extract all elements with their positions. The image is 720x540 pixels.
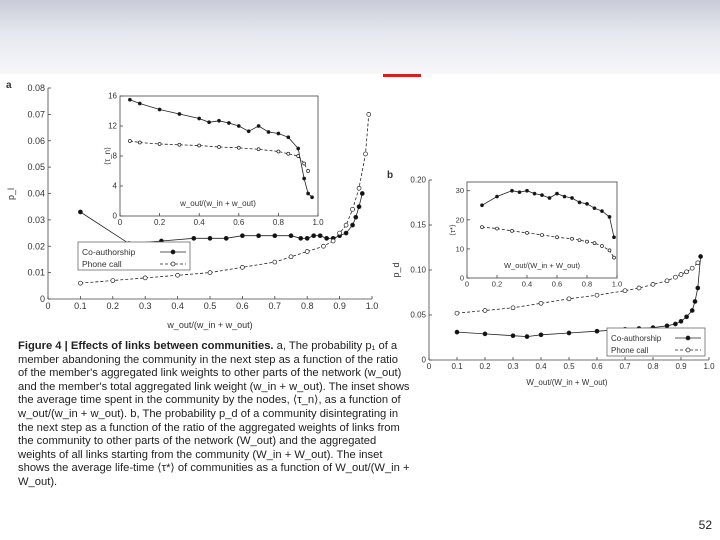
a-inset-data-point — [287, 136, 290, 139]
b-inset-data-point — [481, 226, 484, 229]
b-data-point — [679, 273, 683, 277]
a-y-tick-label: 0.06 — [27, 135, 45, 146]
a-inset-data-point — [257, 148, 260, 151]
b-inset-x-tick-label: 0 — [464, 279, 470, 289]
b-data-point — [665, 279, 669, 283]
b-inset-y-tick-label: 30 — [455, 186, 464, 196]
b-data-point — [455, 311, 459, 315]
b-inset-data-point — [608, 215, 611, 218]
a-inset-data-point — [237, 146, 240, 149]
a-data-point — [344, 231, 348, 235]
a-data-point — [78, 210, 82, 214]
a-inset-x-tick-label: 0.6 — [233, 218, 245, 227]
a-inset-data-point — [128, 98, 131, 101]
a-data-point — [224, 236, 228, 240]
a-data-point — [325, 236, 329, 240]
a-data-point — [240, 265, 244, 269]
a-inset-x-tick-label: 1.0 — [312, 218, 324, 227]
a-legend-label: Phone call — [82, 259, 122, 269]
b-data-point — [690, 309, 694, 313]
a-inset-data-point — [311, 196, 314, 199]
a-inset-x-tick-label: 0 — [117, 218, 123, 227]
a-data-point — [143, 276, 147, 280]
title-banner — [0, 0, 720, 74]
a-data-point — [78, 281, 82, 285]
a-data-point — [354, 215, 358, 219]
a-inset-data-point — [277, 132, 280, 135]
b-data-point — [651, 282, 655, 286]
b-legend-marker — [686, 348, 690, 352]
a-x-tick-label: 0.7 — [268, 301, 282, 311]
page-number: 52 — [698, 518, 712, 532]
b-x-tick-label: 0.9 — [675, 362, 687, 371]
b-x-tick-label: 0.8 — [647, 362, 659, 371]
b-inset-data-point — [556, 192, 559, 195]
b-inset-data-point — [526, 189, 529, 192]
a-x-tick-label: 0.9 — [333, 301, 346, 311]
b-data-point — [699, 255, 703, 259]
b-inset-data-point — [481, 204, 484, 207]
a-data-point — [208, 236, 212, 240]
b-y-tick-label: 0.20 — [410, 175, 426, 185]
a-y-tick-label: 0.04 — [27, 188, 45, 199]
a-y-tick-label: 0.07 — [27, 109, 45, 120]
a-data-point — [338, 231, 342, 235]
b-y-tick-label: 0.05 — [410, 310, 426, 320]
a-inset-data-point — [198, 117, 201, 120]
b-data-point — [539, 333, 543, 337]
a-data-point — [176, 273, 180, 277]
b-legend-label: Co-authorship — [611, 334, 662, 343]
b-x-tick-label: 0 — [426, 362, 432, 371]
b-inset-y-tick-label: 10 — [455, 244, 464, 254]
a-inset-data-point — [297, 155, 300, 158]
b-inset-x-tick-label: 1.0 — [611, 279, 623, 289]
a-data-point — [273, 234, 277, 238]
a-x-tick-label: 0 — [45, 301, 51, 311]
b-x-tick-label: 0.4 — [535, 362, 547, 371]
b-inset-data-point — [496, 195, 499, 198]
a-x-tick-label: 0.4 — [171, 301, 184, 311]
b-inset-data-point — [578, 239, 581, 242]
b-inset-data-point — [526, 231, 529, 234]
a-data-point — [208, 271, 212, 275]
b-data-point — [665, 324, 669, 328]
b-x-tick-label: 1.0 — [703, 362, 715, 371]
chart-panel-a — [0, 78, 392, 340]
b-data-point — [673, 275, 677, 279]
b-data-point — [511, 306, 515, 310]
a-inset-data-point — [307, 170, 310, 173]
b-inset-data-point — [541, 233, 544, 236]
a-data-point — [367, 112, 371, 116]
a-y-tick-label: 0.02 — [27, 241, 45, 252]
b-inset-data-point — [613, 236, 616, 239]
a-data-point — [351, 223, 355, 227]
a-inset-data-point — [178, 143, 181, 146]
a-legend-marker — [171, 250, 175, 254]
accent-bar — [383, 74, 421, 77]
b-inset-y-axis-title: ⟨τ*⟩ — [448, 224, 457, 236]
b-inset-x-tick-label: 0.6 — [551, 279, 563, 289]
b-x-tick-label: 0.1 — [451, 362, 463, 371]
a-inset-data-point — [297, 147, 300, 150]
a-inset-x-tick-label: 0.4 — [193, 218, 205, 227]
b-data-point — [693, 300, 697, 304]
b-data-point — [696, 286, 700, 290]
a-inset-data-point — [237, 125, 240, 128]
b-inset-data-point — [593, 242, 596, 245]
a-inset-y-axis-title: ⟨τ_n⟩ — [103, 146, 112, 166]
a-data-point — [273, 260, 277, 264]
b-data-point — [685, 270, 689, 274]
a-data-point — [318, 234, 322, 238]
b-inset-data-point — [608, 249, 611, 252]
a-data-point — [289, 234, 293, 238]
b-inset-x-tick-label: 0.2 — [491, 279, 503, 289]
b-inset-data-point — [533, 192, 536, 195]
panel-label-b: b — [387, 170, 394, 181]
a-inset-data-point — [208, 121, 211, 124]
a-inset-data-point — [138, 102, 141, 105]
a-data-point — [364, 152, 368, 156]
a-inset-data-point — [287, 152, 290, 155]
b-inset-data-point — [496, 227, 499, 230]
a-inset-x-tick-label: 0.2 — [154, 218, 166, 227]
figure-caption — [18, 340, 410, 490]
a-data-point — [351, 207, 355, 211]
a-y-axis-title: p_l — [6, 187, 16, 201]
b-data-point — [685, 315, 689, 319]
b-inset-data-point — [511, 229, 514, 232]
a-y-tick-label: 0.05 — [27, 162, 45, 173]
figure-label: Figure 4 | Effects of links between communities. — [18, 340, 274, 352]
a-data-point — [321, 244, 325, 248]
b-y-axis-title: p_d — [391, 262, 401, 278]
b-data-point — [637, 286, 641, 290]
b-inset-data-point — [601, 210, 604, 213]
b-data-point — [511, 334, 515, 338]
b-inset-data-point — [511, 189, 514, 192]
b-data-point — [595, 293, 599, 297]
a-data-point — [357, 205, 361, 209]
b-inset-data-point — [541, 194, 544, 197]
b-legend-label: Phone call — [611, 346, 649, 355]
b-y-tick-label: 0.15 — [410, 220, 426, 230]
b-inset-x-tick-label: 0.8 — [581, 279, 593, 289]
b-data-point — [455, 330, 459, 334]
chart-panel-b — [385, 170, 717, 388]
a-inset-data-point — [303, 162, 306, 165]
b-inset-data-point — [571, 197, 574, 200]
b-inset-data-point — [518, 191, 521, 194]
a-inset-data-point — [257, 125, 260, 128]
b-data-point — [525, 335, 529, 339]
b-inset-data-point — [571, 237, 574, 240]
a-data-point — [289, 255, 293, 259]
a-y-tick-label: 0 — [39, 294, 45, 304]
b-y-tick-label: 0 — [421, 355, 426, 365]
a-inset-y-tick-label: 16 — [108, 91, 117, 101]
b-data-point — [595, 329, 599, 333]
b-x-tick-label: 0.6 — [591, 362, 603, 371]
a-inset-data-point — [277, 150, 280, 153]
a-x-tick-label: 0.2 — [106, 301, 120, 311]
a-inset-x-tick-label: 0.8 — [272, 218, 284, 227]
b-data-point — [539, 301, 543, 305]
a-x-axis-title: w_out/(w_in + w_out) — [167, 320, 253, 330]
a-inset-data-point — [218, 146, 221, 149]
b-inset-data-point — [586, 240, 589, 243]
a-y-tick-label: 0.03 — [27, 214, 45, 225]
b-inset-data-point — [548, 197, 551, 200]
a-data-point — [344, 223, 348, 227]
b-inset-x-tick-label: 0.4 — [521, 279, 533, 289]
a-y-tick-label: 0.08 — [27, 83, 45, 93]
b-data-point — [567, 297, 571, 301]
b-x-tick-label: 0.2 — [479, 362, 491, 371]
b-data-point — [483, 332, 487, 336]
a-data-point — [357, 186, 361, 190]
a-data-point — [331, 239, 335, 243]
b-data-point — [673, 322, 677, 326]
b-legend-marker — [686, 336, 690, 340]
a-inset-data-point — [128, 140, 131, 143]
b-inset-data-point — [556, 236, 559, 239]
b-inset-data-point — [563, 195, 566, 198]
b-inset-y-tick-label: 0 — [459, 273, 464, 283]
a-data-point — [305, 250, 309, 254]
b-inset-data-point — [601, 245, 604, 248]
b-inset-data-point — [586, 202, 589, 205]
a-inset-y-tick-label: 4 — [112, 181, 117, 191]
a-y-tick-label: 0.01 — [27, 267, 45, 278]
a-data-point — [312, 234, 316, 238]
a-inset-data-point — [247, 130, 250, 133]
b-x-tick-label: 0.7 — [619, 362, 631, 371]
b-data-point — [679, 319, 683, 323]
a-data-point — [360, 192, 364, 196]
a-data-point — [305, 236, 309, 240]
a-inset-data-point — [198, 144, 201, 147]
caption-text-a: a, The probability p₁ of a member abandoning the community in the next step as a function of the ratio of the member's aggregated link weights to other parts of the network (w_out) and the member's total aggregated link weight (w_in + w_out). The inset shows the average time spent in the community by the nodes, ⟨τ_n⟩, as a function of w_out/(w_in + w_out). — [18, 340, 410, 420]
b-data-point — [690, 266, 694, 270]
b-inset-x-axis-title: W_out/(W_in + W_out) — [503, 261, 581, 270]
a-legend-marker — [171, 262, 175, 266]
caption-text-b: b, The probability p_d of a community disintegrating in the next step as a function of the ratio of the aggregated weights of links from the community to other parts of the network (W_out) and the aggregated weights of all links starting from the community (W_in + W_out). The inset shows the average life-time ⟨τ*⟩ of communities as a function of W_out/(W_in + W_out). — [18, 407, 410, 488]
b-x-axis-title: W_out/(W_in + W_out) — [526, 378, 608, 387]
a-inset-data-point — [158, 108, 161, 111]
a-data-point — [240, 234, 244, 238]
b-data-point — [696, 261, 700, 265]
b-inset-data-point — [593, 207, 596, 210]
b-inset-data-point — [613, 256, 616, 259]
a-x-tick-label: 0.5 — [203, 301, 217, 311]
a-x-tick-label: 1.0 — [365, 301, 379, 311]
a-data-point — [257, 234, 261, 238]
a-inset-y-tick-label: 8 — [112, 151, 117, 161]
a-x-tick-label: 0.6 — [236, 301, 249, 311]
b-data-point — [567, 331, 571, 335]
a-inset-inset-frame — [120, 96, 318, 216]
b-x-tick-label: 0.5 — [563, 362, 575, 371]
b-data-point — [623, 289, 627, 293]
a-inset-y-tick-label: 12 — [108, 121, 117, 131]
a-data-point — [299, 236, 303, 240]
a-inset-data-point — [227, 122, 230, 125]
a-inset-data-point — [178, 113, 181, 116]
a-inset-data-point — [303, 177, 306, 180]
a-data-point — [111, 279, 115, 283]
panel-label-a: a — [6, 80, 12, 91]
a-inset-y-tick-label: 0 — [112, 211, 117, 221]
a-inset-data-point — [158, 143, 161, 146]
b-inset-y-tick-label: 20 — [455, 215, 464, 225]
b-y-tick-label: 0.10 — [410, 265, 426, 275]
a-inset-data-point — [138, 141, 141, 144]
a-inset-data-point — [218, 119, 221, 122]
a-x-tick-label: 0.3 — [138, 301, 152, 311]
a-inset-data-point — [267, 131, 270, 134]
b-inset-data-point — [578, 201, 581, 204]
a-legend-label: Co-authorship — [82, 247, 136, 257]
a-data-point — [192, 236, 196, 240]
b-x-tick-label: 0.3 — [507, 362, 519, 371]
a-inset-x-axis-title: w_out/(w_in + w_out) — [180, 199, 256, 208]
b-data-point — [483, 309, 487, 313]
a-inset-data-point — [307, 192, 310, 195]
a-x-tick-label: 0.8 — [300, 301, 314, 311]
a-x-tick-label: 0.1 — [74, 301, 87, 311]
